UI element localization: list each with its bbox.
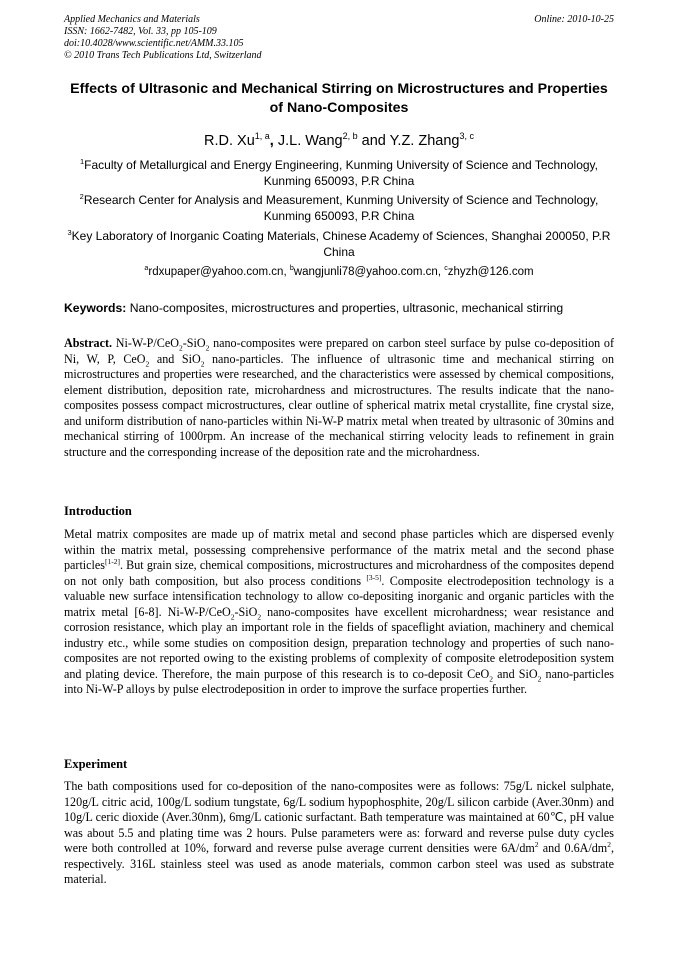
journal-copyright: © 2010 Trans Tech Publications Ltd, Switzerland bbox=[64, 50, 262, 61]
experiment-paragraph bbox=[64, 779, 614, 888]
abstract bbox=[64, 336, 614, 460]
body-text: . But grain size, chemical compositions, microstructures and microhardness of the composites depend on not only bath composition, but also process conditions bbox=[64, 558, 614, 588]
affiliation-number: 2 bbox=[79, 192, 84, 201]
email-mark: b bbox=[289, 264, 294, 273]
body-text: The bath compositions used for co-deposition of the nano-composites were as follows: 75g/L nickel sulphate, 120g/L citric acid, 100g/L sodium tungstate, 6g/L sodium hypophosphite, 20g/L silicon carbide (Aver.30nm) and 10g/L ceric dioxide (Aver.30nm), 6mg/L cationic surfactant. Bath temperature was maintained at 60℃, pH value was about 5.5 and plating time was 2 hours. Pulse parameters were as: forward and reverse pulse duty cycles were both controlled at 10%, forward and reverse pulse average current densities were 6A/dm bbox=[64, 779, 614, 856]
superscript: 2 bbox=[534, 840, 539, 850]
affiliation bbox=[64, 229, 614, 260]
email-separator: , bbox=[283, 266, 290, 278]
email-address[interactable]: rdxupaper@yahoo.com.cn bbox=[148, 266, 284, 278]
author-separator: , bbox=[269, 133, 278, 149]
author-separator: and bbox=[357, 133, 390, 149]
abstract-text: Ni-W-P/CeO bbox=[112, 336, 179, 350]
subscript: 2 bbox=[178, 343, 183, 353]
author-name: Y.Z. Zhang bbox=[389, 133, 460, 149]
body-text: and 0.6A/dm bbox=[538, 841, 608, 856]
author-affil-mark: 1, a bbox=[254, 131, 270, 142]
abstract-text: -SiO bbox=[182, 336, 206, 350]
abstract-text: nano-particles. The influence of ultrasonic time and mechanical stirring on microstructures and properties were researched, and the characteristics were assessed by chemical compositions, element distribution, deposition rate, microhardness and microstructures. The results indicate that the nano-composites possess compact microstructures, clear outline of spherical matrix metal crystallite, fine crystal size, and uniform distribution of nano-particles within Ni-W-P matrix metal when treated by ultrasonic of 30mins and mechanical stirring of 1000rpm. An increase of the mechanical stirring velocity leads to refinement in grain structure and the corresponding increase of the deposition rate and the microhardness. bbox=[64, 351, 615, 459]
body-text: -SiO bbox=[234, 604, 258, 619]
subscript: 2 bbox=[537, 674, 542, 684]
journal-issn: ISSN: 1662-7482, Vol. 33, pp 105-109 bbox=[64, 26, 217, 37]
online-date: Online: 2010-10-25 bbox=[534, 14, 614, 25]
affiliation-text: Research Center for Analysis and Measurement, Kunming University of Science and Technology, Kunming 650093, P.R China bbox=[83, 193, 599, 223]
author-affil-mark: 2, b bbox=[342, 131, 358, 142]
email-mark: a bbox=[144, 264, 149, 273]
author-list bbox=[64, 132, 614, 150]
subscript: 2 bbox=[145, 358, 150, 368]
subscript: 2 bbox=[489, 674, 493, 684]
affiliation-text: Faculty of Metallurgical and Energy Engineering, Kunming University of Science and Technology, Kunming 650093, P.R China bbox=[84, 158, 598, 188]
subscript: 2 bbox=[200, 358, 205, 368]
section-heading-experiment: Experiment bbox=[64, 757, 128, 771]
body-text: Metal matrix composites are made up of matrix metal and second phase particles which are dispersed evenly within the matrix metal, possessing comprehensive performance of the matrix metal and the second phase particles bbox=[64, 527, 614, 573]
subscript: 2 bbox=[205, 343, 210, 353]
citation-ref: [1-2] bbox=[104, 557, 120, 567]
section-heading-introduction: Introduction bbox=[64, 504, 132, 518]
author-affil-mark: 3, c bbox=[459, 131, 474, 142]
journal-header bbox=[64, 14, 262, 62]
journal-name: Applied Mechanics and Materials bbox=[64, 14, 200, 25]
citation-ref: [3-5] bbox=[366, 572, 382, 582]
abstract-text: nano-composites were prepared on carbon steel surface by pulse co-deposition of Ni, W, P, CeO bbox=[64, 336, 614, 366]
subscript: 2 bbox=[230, 612, 235, 622]
body-text: , respectively. 316L stainless steel was used as anode materials, common carbon steel was used as substrate material. bbox=[64, 841, 614, 887]
affiliation-number: 1 bbox=[80, 157, 85, 166]
email-address[interactable]: wangjunli78@yahoo.com.cn bbox=[293, 266, 438, 278]
keywords bbox=[64, 300, 614, 316]
paper-title: Effects of Ultrasonic and Mechanical Stirring on Microstructures and Properties of Nano-Composites bbox=[70, 81, 608, 116]
body-text: nano-particles into Ni-W-P alloys by pulse electrodeposition in order to improve the surface properties further. bbox=[64, 666, 615, 697]
affiliation bbox=[64, 158, 614, 189]
affiliation-text: Key Laboratory of Inorganic Coating Materials, Chinese Academy of Sciences, Shanghai 200050, P.R China bbox=[71, 229, 611, 259]
author-name: R.D. Xu bbox=[204, 133, 255, 149]
body-text: and SiO bbox=[493, 666, 538, 681]
affiliation bbox=[64, 193, 614, 224]
body-text: . Composite electrodeposition technology is a valuable new surface intensification technology to allow co-depositing inorganic and organic particles with the matrix metal [6-8]. Ni-W-P/CeO bbox=[64, 573, 614, 619]
abstract-label: Abstract. bbox=[64, 336, 113, 350]
body-text: nano-composites have excellent microhardness; wear resistance and corrosion resistance, which play an important role in the fields of spaceflight aviation, machinery and chemical industry etc., while some studies on composition design, preparation technology and properties of such nano-composites are not reported owing to the existing problems of complexity of composite eletrodeposition system and plating device. Therefore, the main purpose of this research is to co-deposit CeO bbox=[64, 604, 614, 681]
email-mark: c bbox=[444, 264, 448, 273]
journal-doi: doi:10.4028/www.scientific.net/AMM.33.105 bbox=[64, 38, 244, 49]
subscript: 2 bbox=[257, 612, 262, 622]
email-separator: , bbox=[437, 266, 445, 278]
introduction-paragraph bbox=[64, 527, 614, 698]
keywords-text: Nano-composites, microstructures and properties, ultrasonic, mechanical stirring bbox=[126, 301, 564, 315]
affiliation-number: 3 bbox=[67, 228, 72, 237]
keywords-label: Keywords: bbox=[64, 301, 127, 315]
email-address[interactable]: zhyzh@126.com bbox=[447, 266, 534, 278]
superscript: 2 bbox=[607, 840, 611, 850]
abstract-text: and SiO bbox=[149, 351, 201, 366]
email-list bbox=[64, 265, 614, 280]
author-name: J.L. Wang bbox=[277, 133, 343, 149]
